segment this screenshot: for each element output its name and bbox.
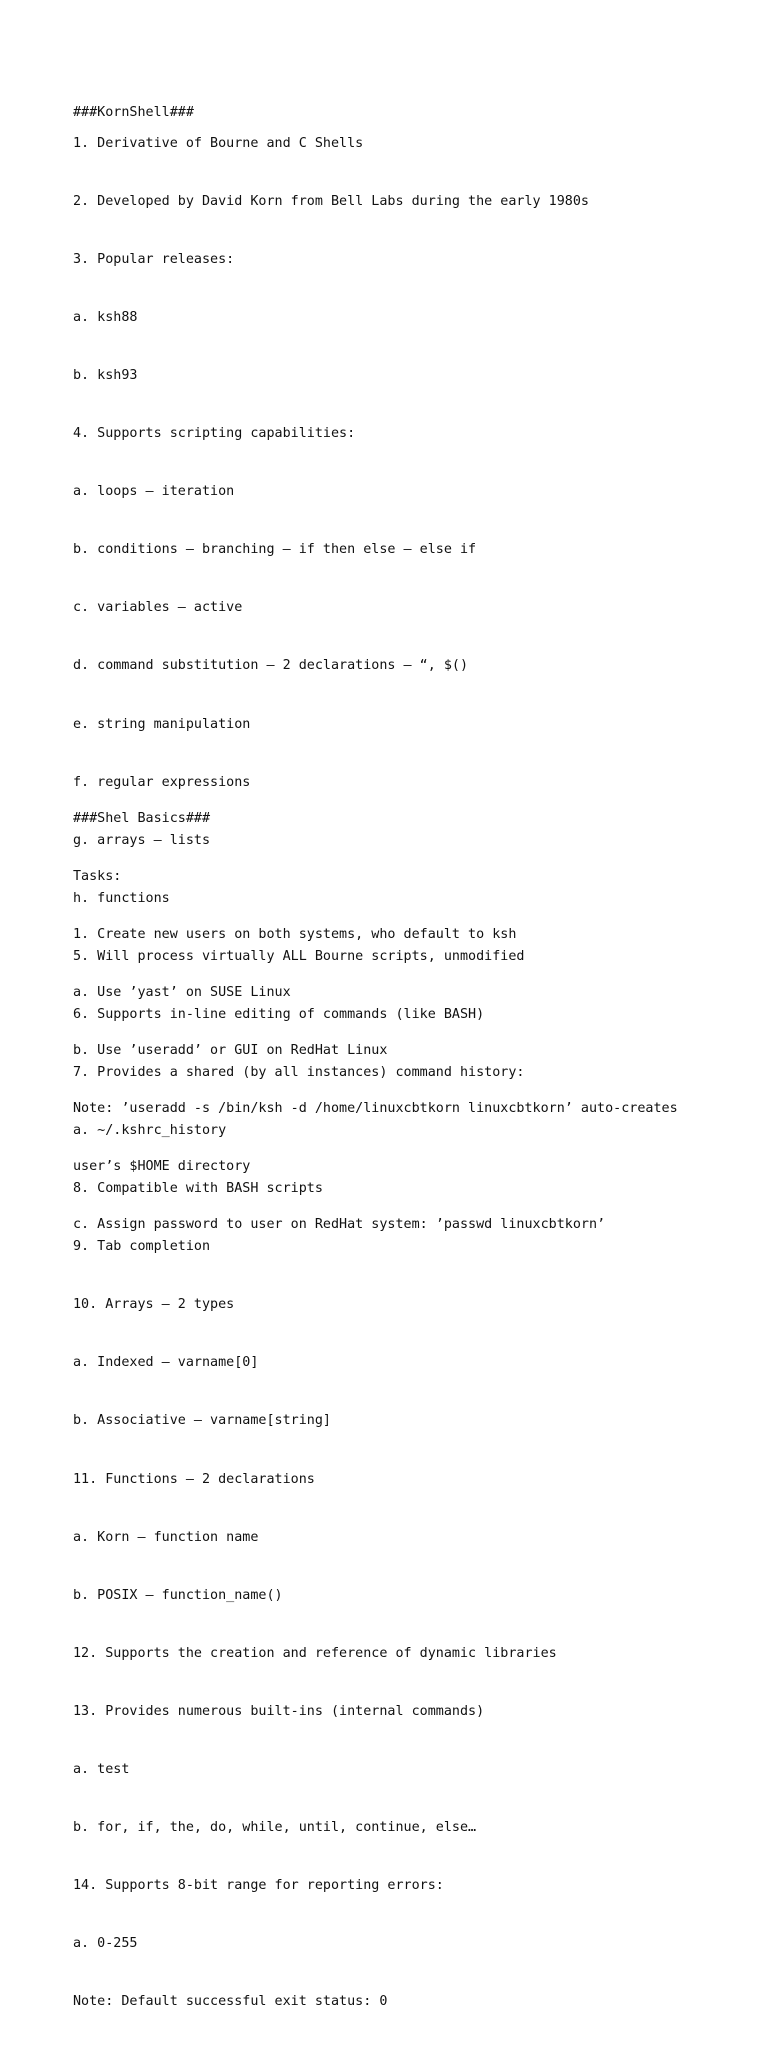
- text-line: 13. Provides numerous built-ins (internal commands): [73, 1703, 485, 1719]
- text-line: Tasks:: [73, 868, 122, 884]
- text-line: h. functions: [73, 890, 170, 906]
- text-line: 10. Arrays – 2 types: [73, 1297, 235, 1313]
- text-line: f. regular expressions: [73, 774, 251, 790]
- text-line: a. ~/.kshrc_history: [73, 1123, 227, 1139]
- text-line: b. for, if, the, do, while, until, continue, else…: [73, 1819, 477, 1835]
- text-line: b. Use ’useradd’ or GUI on RedHat Linux: [73, 1043, 388, 1059]
- text-line: a. loops – iteration: [73, 484, 235, 500]
- text-line: b. Associative – varname[string]: [73, 1413, 331, 1429]
- text-line: c. Assign password to user on RedHat system: ’passwd linuxcbtkorn’: [73, 1217, 606, 1233]
- text-line: g. arrays – lists: [73, 832, 211, 848]
- text-line: 11. Functions – 2 declarations: [73, 1471, 315, 1487]
- text-line: b. POSIX – function_name(): [73, 1587, 283, 1603]
- text-line: Note: ’useradd -s /bin/ksh -d /home/linuxcbtkorn linuxcbtkorn’ auto-creates: [73, 1101, 678, 1117]
- text-line: 5. Will process virtually ALL Bourne scripts, unmodified: [73, 948, 525, 964]
- text-line: Note: Default successful exit status: 0: [73, 1994, 388, 2010]
- text-line: 4. Supports scripting capabilities:: [73, 426, 356, 442]
- text-line: a. ksh88: [73, 309, 138, 325]
- text-line: b. ksh93: [73, 368, 138, 384]
- section-shell-basics: [73, 770, 713, 1273]
- text-line: 1. Derivative of Bourne and C Shells: [73, 135, 364, 151]
- text-line: b. conditions – branching – if then else – else if: [73, 542, 477, 558]
- text-line: e. string manipulation: [73, 716, 251, 732]
- section-title: ###Shel Basics###: [73, 810, 211, 826]
- text-line: 8. Compatible with BASH scripts: [73, 1181, 323, 1197]
- text-line: 9. Tab completion: [73, 1239, 211, 1255]
- text-line: a. test: [73, 1761, 130, 1777]
- text-line: d. command substitution – 2 declarations – “, $(): [73, 658, 469, 674]
- text-line: 14. Supports 8-bit range for reporting errors:: [73, 1878, 444, 1894]
- section-title: ###KornShell###: [73, 105, 194, 120]
- text-line: 7. Provides a shared (by all instances) command history:: [73, 1064, 525, 1080]
- text-line: 1. Create new users on both systems, who default to ksh: [73, 926, 517, 942]
- text-line: 2. Developed by David Korn from Bell Labs during the early 1980s: [73, 193, 589, 209]
- text-line: a. 0-255: [73, 1936, 138, 1952]
- text-line: 3. Popular releases:: [73, 251, 235, 267]
- text-line: a. Indexed – varname[0]: [73, 1355, 259, 1371]
- text-line: c. variables – active: [73, 600, 243, 616]
- text-line: 6. Supports in-line editing of commands (like BASH): [73, 1006, 485, 1022]
- text-line: a. Korn – function name: [73, 1529, 259, 1545]
- text-line: user’s $HOME directory: [73, 1159, 251, 1175]
- text-line: a. Use ’yast’ on SUSE Linux: [73, 984, 291, 1000]
- text-line: 12. Supports the creation and reference of dynamic libraries: [73, 1645, 557, 1661]
